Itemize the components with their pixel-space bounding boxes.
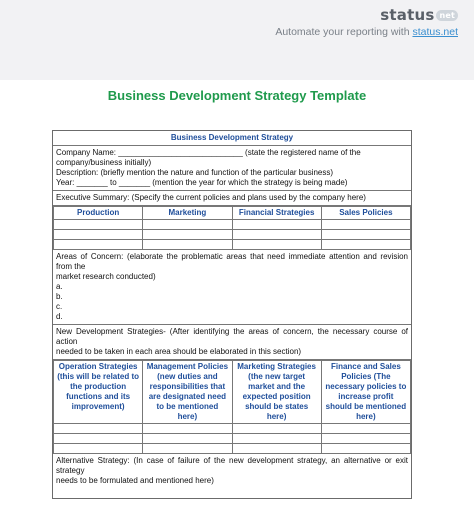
strategy-header-marketing: Marketing Strategies (the new target market and the expected position should be states here) xyxy=(232,361,321,424)
table-cell[interactable] xyxy=(143,230,232,240)
alternative-strategy-line-1: Alternative Strategy: (In case of failure of the new development strategy, an alternative or exit strategy xyxy=(56,456,408,475)
areas-of-concern-line-1: Areas of Concern: (elaborate the problematic areas that need immediate attention and revision from the xyxy=(56,252,408,271)
table-cell[interactable] xyxy=(54,444,143,454)
table-cell[interactable] xyxy=(232,230,321,240)
table-cell[interactable] xyxy=(143,434,232,444)
strategies-table xyxy=(53,360,411,454)
tagline xyxy=(275,26,458,38)
policy-header-sales: Sales Policies xyxy=(321,207,410,220)
new-dev-line-1: New Development Strategies- (After identifying the areas of concern, the necessary course of action xyxy=(56,327,408,346)
table-row xyxy=(54,240,411,250)
policy-header-marketing: Marketing xyxy=(143,207,232,220)
policies-table xyxy=(53,206,411,250)
concern-item-d: d. xyxy=(56,312,63,321)
table-cell[interactable] xyxy=(321,240,410,250)
table-row xyxy=(54,424,411,434)
strategy-header-finance-sales: Finance and Sales Policies (The necessary policies to increase profit should be mentioned here) xyxy=(321,361,410,424)
description-line: Description: (briefly mention the nature and function of the particular business) xyxy=(56,168,334,177)
tagline-text: Automate your reporting with xyxy=(275,26,410,38)
table-row xyxy=(54,220,411,230)
table-cell[interactable] xyxy=(321,434,410,444)
new-development-strategies xyxy=(53,325,411,360)
policy-header-production: Production xyxy=(54,207,143,220)
table-cell[interactable] xyxy=(232,434,321,444)
table-cell[interactable] xyxy=(143,240,232,250)
strategy-header-management: Management Policies (new duties and responsibilities that are designated need to be mentioned here) xyxy=(143,361,232,424)
brand-logo[interactable] xyxy=(380,6,458,24)
blank-line xyxy=(56,486,408,496)
new-dev-line-2: needed to be taken in each area should be elaborated in this section) xyxy=(56,347,302,356)
brand-name: status xyxy=(380,6,435,24)
table-cell[interactable] xyxy=(143,424,232,434)
company-name-line-2: company/business initially) xyxy=(56,158,152,167)
table-cell[interactable] xyxy=(232,240,321,250)
table-cell[interactable] xyxy=(54,230,143,240)
template-sheet xyxy=(52,130,412,499)
table-cell[interactable] xyxy=(232,424,321,434)
year-line: Year: _______ to _______ (mention the year for which the strategy is being made) xyxy=(56,178,348,187)
table-cell[interactable] xyxy=(321,230,410,240)
table-cell[interactable] xyxy=(232,444,321,454)
executive-summary: Executive Summary: (Specify the current policies and plans used by the company here) xyxy=(53,191,411,206)
areas-of-concern xyxy=(53,250,411,325)
table-row xyxy=(54,230,411,240)
strategy-header-operation: Operation Strategies (this will be related to the production functions and its improvement) xyxy=(54,361,143,424)
table-cell[interactable] xyxy=(54,240,143,250)
table-cell[interactable] xyxy=(232,220,321,230)
table-cell[interactable] xyxy=(143,220,232,230)
table-cell[interactable] xyxy=(54,220,143,230)
table-row xyxy=(54,434,411,444)
alternative-strategy xyxy=(53,454,411,498)
header-band xyxy=(0,0,474,80)
table-cell[interactable] xyxy=(321,444,410,454)
table-cell[interactable] xyxy=(321,220,410,230)
concern-item-c: c. xyxy=(56,302,63,311)
policy-header-financial: Financial Strategies xyxy=(232,207,321,220)
table-row xyxy=(54,444,411,454)
table-cell[interactable] xyxy=(54,434,143,444)
areas-of-concern-line-2: market research conducted) xyxy=(56,272,156,281)
sheet-heading: Business Development Strategy xyxy=(53,131,411,146)
document-title: Business Development Strategy Template xyxy=(107,88,367,103)
concern-item-b: b. xyxy=(56,292,63,301)
company-name-line: Company Name: ____________________________ (state the registered name of the xyxy=(56,148,361,157)
table-cell[interactable] xyxy=(54,424,143,434)
concern-item-a: a. xyxy=(56,282,63,291)
company-info xyxy=(53,146,411,191)
table-cell[interactable] xyxy=(143,444,232,454)
alternative-strategy-line-2: needs to be formulated and mentioned here) xyxy=(56,476,214,485)
brand-badge: net xyxy=(436,10,458,21)
tagline-link[interactable]: status.net xyxy=(412,26,458,38)
table-cell[interactable] xyxy=(321,424,410,434)
